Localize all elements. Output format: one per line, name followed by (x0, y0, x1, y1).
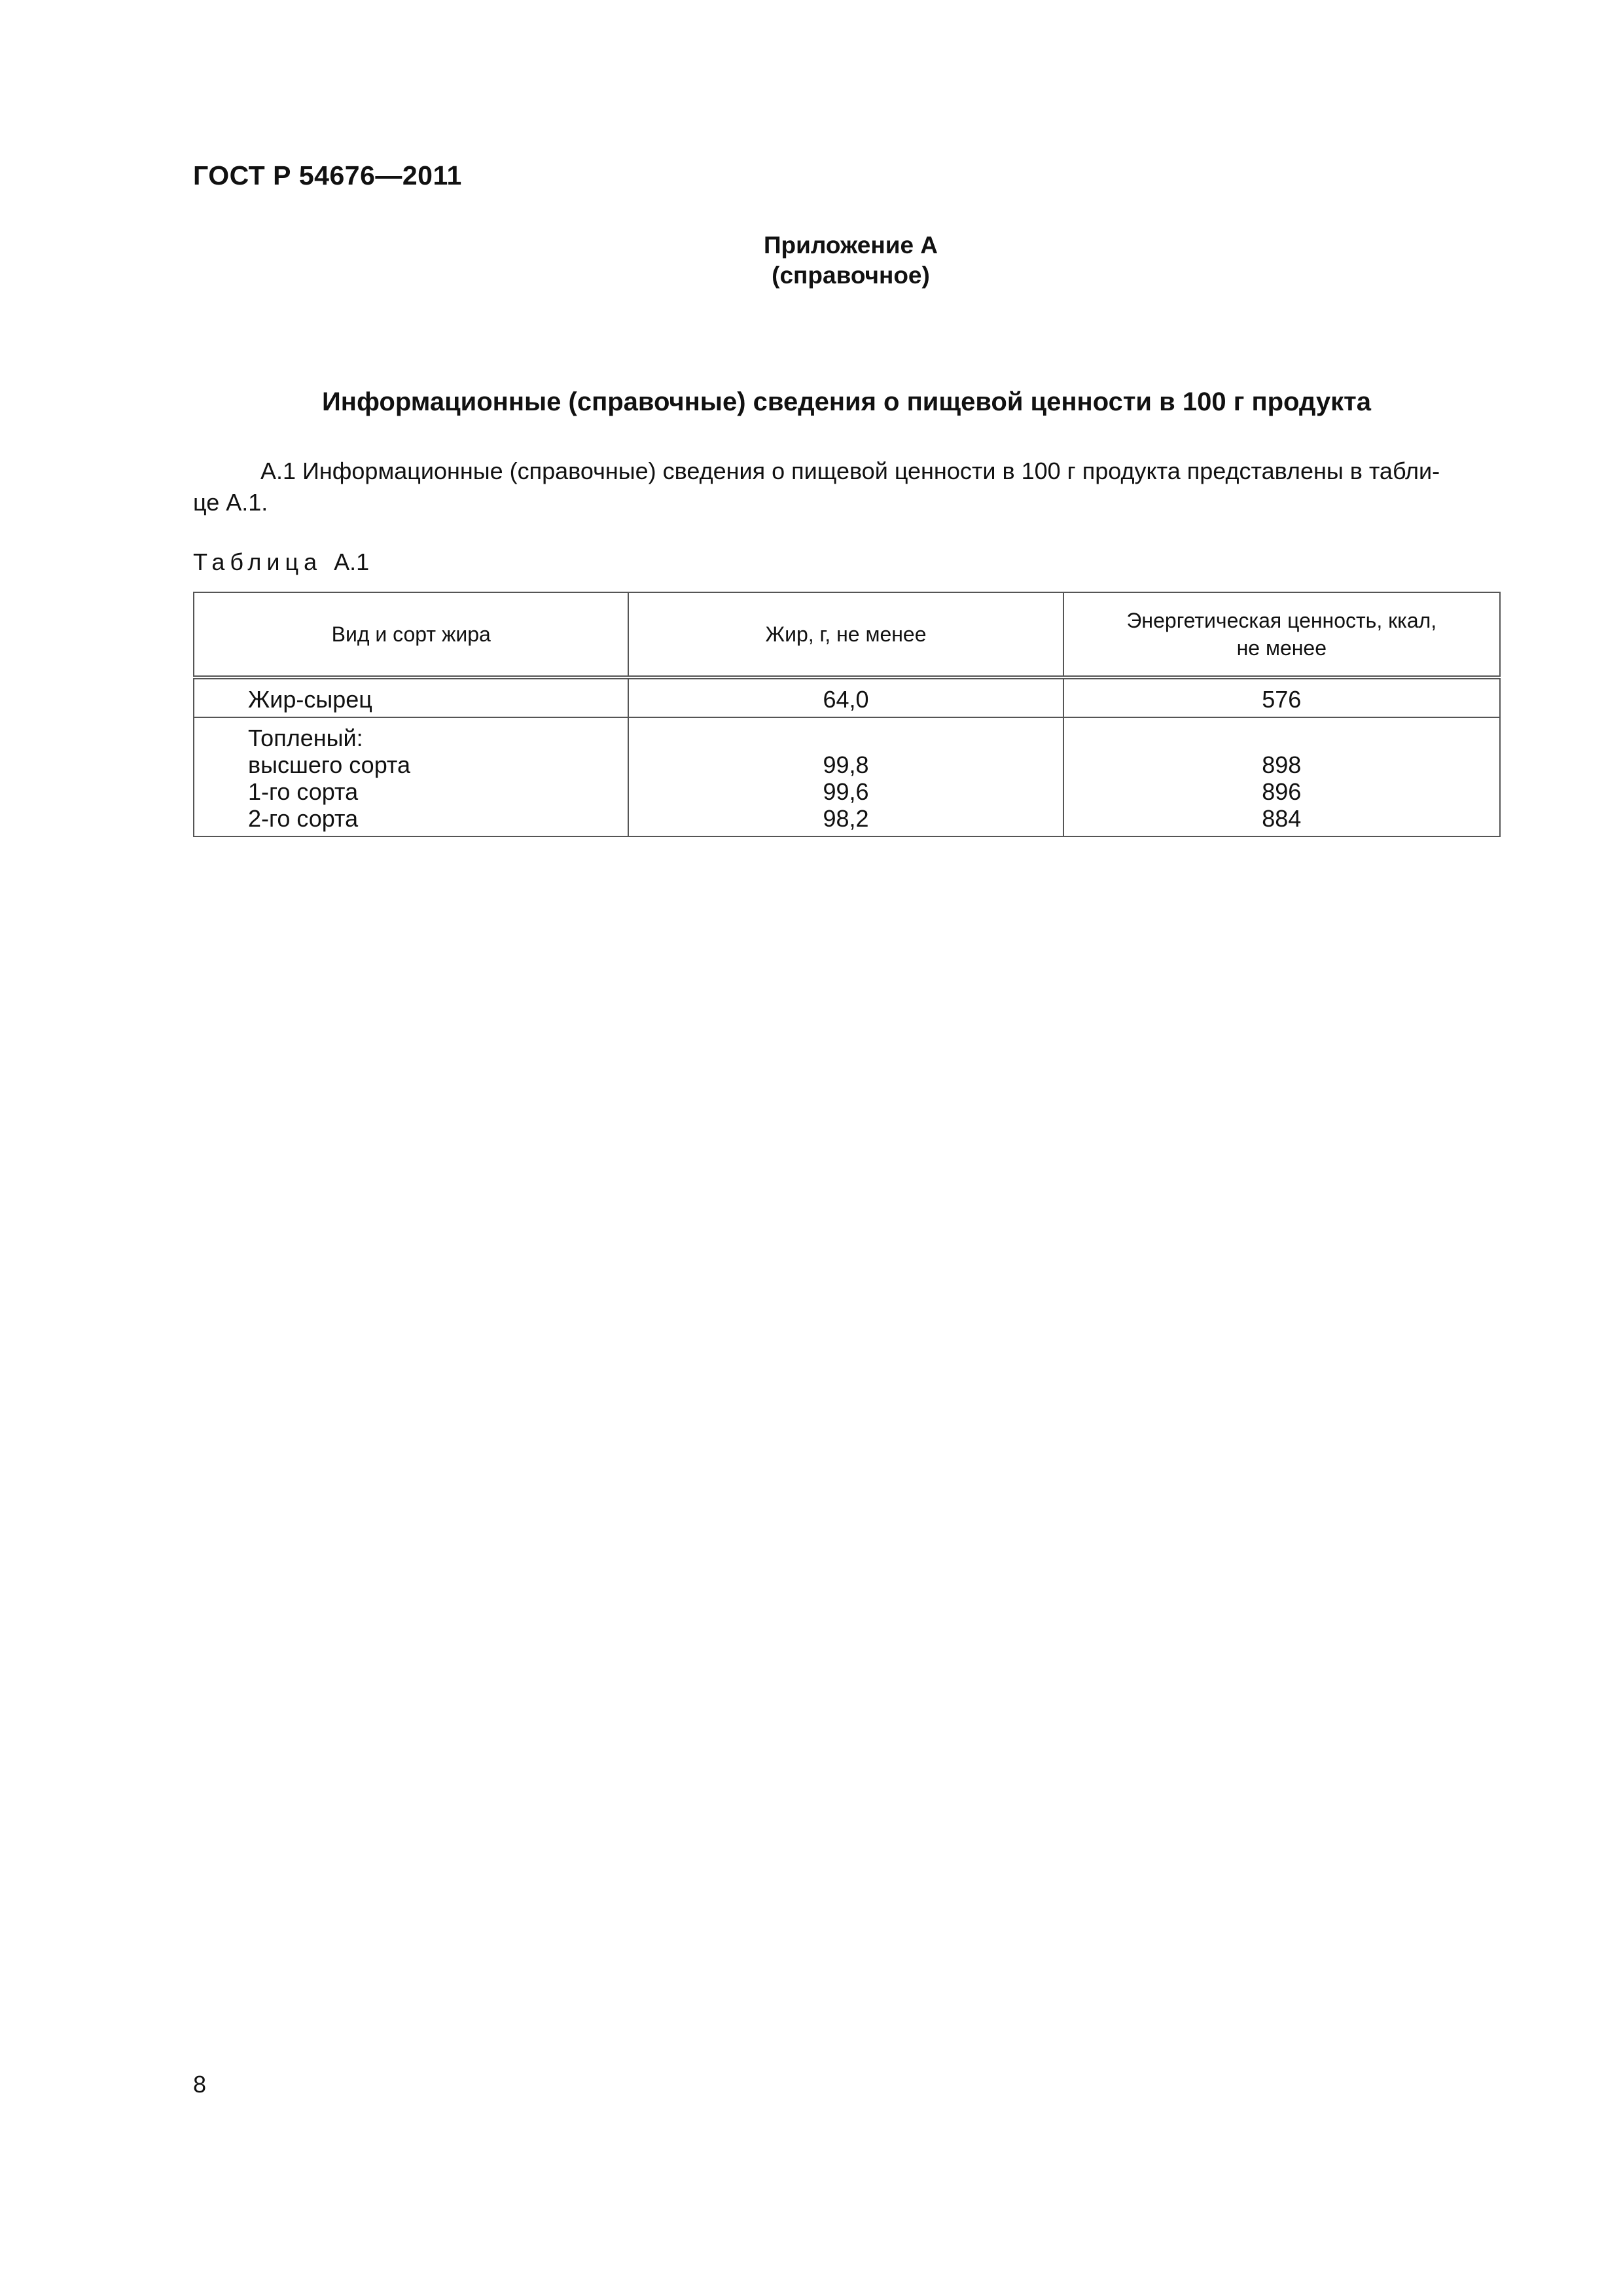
grade-fat: 99,8 (823, 751, 869, 778)
group-label: Топленый: (248, 725, 363, 751)
header-energy-line-2: не менее (1236, 636, 1327, 660)
appendix-subtitle: (справочное) (772, 262, 930, 289)
header-energy (1063, 592, 1500, 677)
table-caption-number: А.1 (334, 548, 370, 575)
table-caption (193, 548, 369, 576)
body-paragraph (193, 456, 1500, 518)
grade-fat: 99,6 (823, 778, 869, 805)
table-row (194, 717, 1500, 836)
appendix-title: Приложение А (763, 232, 938, 259)
grade-name: 2-го сорта (248, 805, 359, 832)
appendix-heading (654, 230, 1047, 291)
header-fat-type: Вид и сорт жира (194, 592, 628, 677)
cell-raw-fat-name: Жир-сырец (194, 677, 628, 717)
cell-raw-fat-energy: 576 (1063, 677, 1500, 717)
section-title: Информационные (справочные) сведения о пищевой ценности в 100 г продукта (322, 387, 1371, 416)
grade-name: 1-го сорта (248, 778, 359, 805)
grade-energy: 898 (1262, 751, 1302, 778)
cell-raw-fat-value: 64,0 (628, 677, 1063, 717)
header-fat-content: Жир, г, не менее (628, 592, 1063, 677)
grade-energy: 896 (1262, 778, 1302, 805)
table-row (194, 677, 1500, 717)
cell-rendered-fat-values (628, 717, 1063, 836)
document-code: ГОСТ Р 54676—2011 (193, 160, 462, 190)
cell-rendered-fat-names (194, 717, 628, 836)
spacer (1064, 725, 1499, 751)
paragraph-line-2: це А.1. (193, 489, 268, 516)
grade-fat: 98,2 (823, 805, 869, 832)
nutrition-table (193, 592, 1501, 837)
spacer (629, 725, 1062, 751)
table-caption-word: Таблица (193, 548, 323, 575)
paragraph-line-1: А.1 Информационные (справочные) сведения о пищевой ценности в 100 г продукта представлены в табли- (260, 457, 1440, 484)
grade-name: высшего сорта (248, 751, 411, 778)
header-energy-line-1: Энергетическая ценность, ккал, (1126, 609, 1437, 632)
cell-rendered-fat-energy (1063, 717, 1500, 836)
table-header-row (194, 592, 1500, 677)
page-number: 8 (193, 2071, 207, 2098)
grade-energy: 884 (1262, 805, 1302, 832)
